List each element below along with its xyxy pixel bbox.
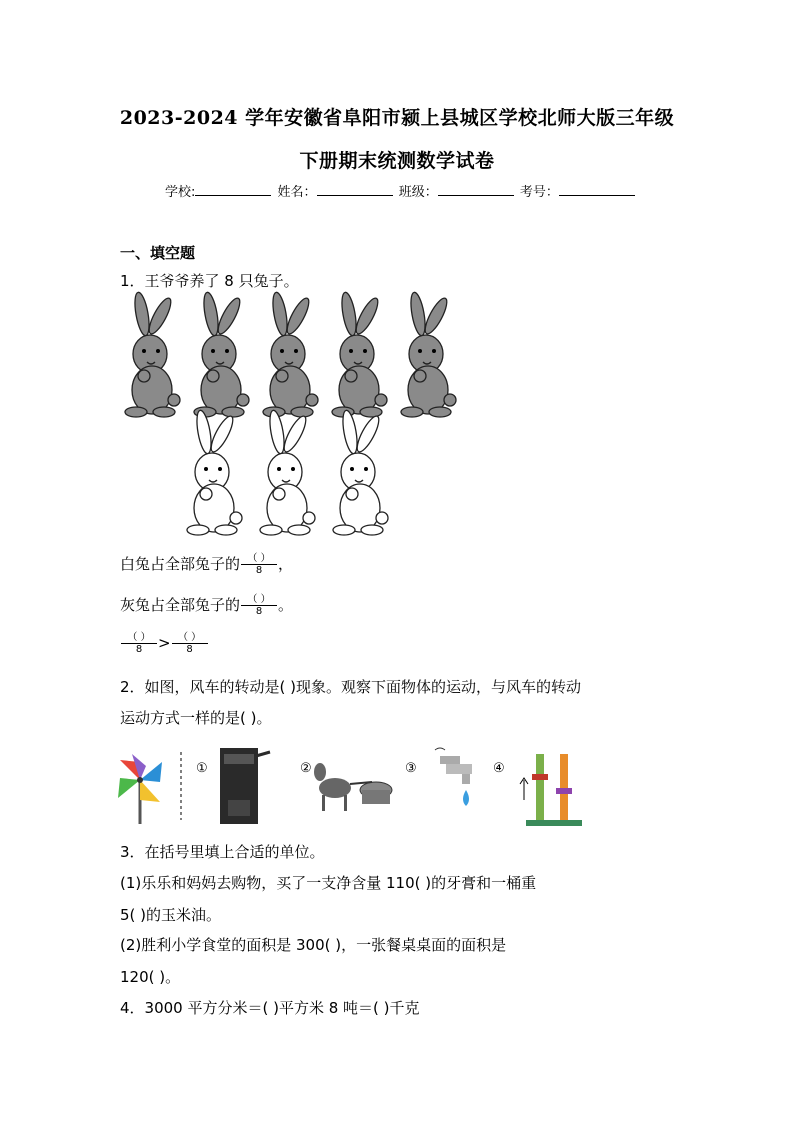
gray-rabbit-prompt: 灰兔占全部兔子的	[120, 596, 241, 614]
q1-compare-line	[120, 632, 209, 655]
numerator-blank: （ ）	[247, 594, 271, 605]
numerator-blank: （ ）	[127, 632, 151, 643]
q1-white-rabbit-line	[120, 553, 293, 576]
denominator: 8	[135, 644, 143, 655]
white-rabbit-icon	[333, 409, 388, 535]
pinwheel-icon	[118, 754, 162, 824]
gray-rabbit-icon	[125, 291, 180, 417]
option-label: ④	[493, 761, 505, 776]
cabinet-machine-icon	[220, 748, 270, 824]
white-fraction[interactable]	[241, 553, 277, 576]
option-label: ②	[300, 761, 312, 776]
numerator-blank: （ ）	[177, 632, 202, 643]
gray-rabbits	[125, 291, 456, 417]
rabbit-figure	[0, 300, 794, 560]
name-blank[interactable]	[317, 183, 393, 196]
white-rabbit-icon	[260, 409, 315, 535]
gray-rabbit-icon	[332, 291, 387, 417]
denominator: 8	[255, 606, 263, 617]
punctuation: 。	[278, 596, 294, 614]
gray-rabbit-icon	[401, 291, 456, 417]
number-blank[interactable]	[559, 183, 635, 196]
option-label: ①	[196, 761, 208, 776]
name-label: 姓名：	[277, 185, 317, 200]
question-1-text: 1．王爷爷养了 8 只兔子。	[120, 272, 299, 290]
question-3-part2-line1: (2)胜利小学食堂的面积是 300( )，一张餐桌桌面的面积是	[120, 936, 507, 954]
question-3-part2-line2: 120( )。	[120, 968, 181, 986]
ring-stacker-icon	[520, 754, 582, 826]
question-4-text: 4．3000 平方分米＝( )平方米 8 吨＝( )千克	[120, 999, 420, 1017]
class-label: 班级：	[398, 185, 438, 200]
gray-fraction[interactable]	[241, 594, 277, 617]
gray-rabbit-icon	[263, 291, 318, 417]
school-blank[interactable]	[195, 183, 271, 196]
compare-fraction-left[interactable]	[121, 632, 157, 655]
gray-rabbit-icon	[194, 291, 249, 417]
denominator: 8	[255, 565, 263, 576]
white-rabbits	[187, 409, 388, 535]
exam-title-line2: 下册期末统测数学试卷	[299, 150, 495, 172]
motion-figure-row	[0, 740, 794, 830]
question-3-part1-line1: (1)乐乐和妈妈去购物，买了一支净含量 110( )的牙膏和一桶重	[120, 874, 537, 892]
class-blank[interactable]	[438, 183, 514, 196]
q1-gray-rabbit-line	[120, 594, 293, 617]
section-fill-blank-heading: 一、填空题	[120, 244, 196, 262]
question-3-part1-line2: 5( )的玉米油。	[120, 906, 222, 924]
question-3-text: 3．在括号里填上合适的单位。	[120, 843, 325, 861]
number-label: 考号：	[519, 185, 559, 200]
denominator: 8	[186, 644, 193, 655]
student-info-row	[165, 181, 637, 200]
white-rabbit-icon	[187, 409, 242, 535]
numerator-blank: （ ）	[247, 553, 271, 564]
option-label: ③	[405, 761, 417, 776]
school-label: 学校:	[165, 185, 196, 200]
question-2-line2: 运动方式一样的是( )。	[120, 709, 272, 727]
greater-than-sign: >	[158, 634, 171, 652]
exam-title-line1: 2023-2024 学年安徽省阜阳市颍上县城区学校北师大版三年级	[119, 107, 675, 129]
faucet-icon	[435, 748, 472, 806]
compare-fraction-right[interactable]	[172, 632, 208, 655]
punctuation: ，	[278, 555, 294, 573]
donkey-mill-icon	[314, 763, 392, 811]
question-2-line1: 2．如图，风车的转动是( )现象。观察下面物体的运动，与风车的转动	[120, 678, 582, 696]
white-rabbit-prompt: 白兔占全部兔子的	[120, 555, 241, 573]
